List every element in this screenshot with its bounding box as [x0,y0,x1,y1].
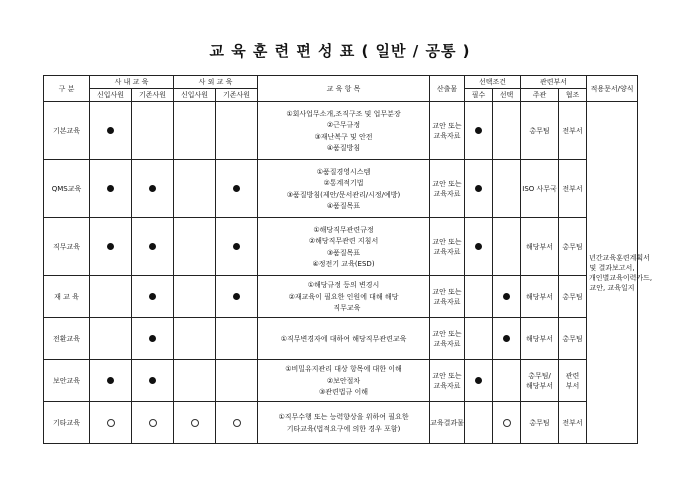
row-main-dept: 총무팀 [521,102,559,160]
mark-internal-new [90,360,132,402]
item-line: ①해당직무관련규정 [313,225,374,234]
mark-internal-existing [132,360,174,402]
item-line: ④품질방침 [326,144,361,152]
filled-circle-icon [149,243,156,250]
item-line: ①직무변경자에 대하여 해당직무관련교육 [280,334,407,343]
training-plan-table [43,75,653,444]
header-internal-existing: 기존사원 [132,89,174,102]
mark-internal-existing [132,218,174,276]
table-row [44,360,638,402]
mark-external-existing [216,402,258,444]
mark-external-existing [216,276,258,318]
empty-circle-icon [503,419,511,427]
header-external: 사 외 교 육 [174,76,258,89]
mark-internal-new [90,318,132,360]
row-coop-dept: 총무팀 [559,318,587,360]
row-coop-dept: 전부서 [559,102,587,160]
filled-circle-icon [233,293,240,300]
row-category: 전환교육 [44,318,90,360]
mark-required [465,276,493,318]
table-row [44,402,638,444]
header-dept: 관련부서 [521,76,587,89]
mark-external-existing [216,218,258,276]
filled-circle-icon [475,127,482,134]
row-docs: 년간교육훈련계획서 및 결과보고서, 개인별교육이력카드, 교안, 교육일지 [587,102,638,444]
header-output: 산출물 [430,76,465,102]
empty-circle-icon [107,419,115,427]
row-items [258,318,430,360]
filled-circle-icon [149,293,156,300]
row-output: 교안 또는 교육자료 [430,318,465,360]
row-main-dept: 총무팀 [521,402,559,444]
row-category: QMS교육 [44,160,90,218]
mark-optional [493,318,521,360]
item-line: ③관련법규 이해 [318,388,369,397]
filled-circle-icon [475,243,482,250]
row-main-dept: 총무팀/ 해당부서 [521,360,559,402]
item-line: ④정전기 교육(ESD) [312,260,375,268]
header-required: 필수 [465,89,493,102]
header-internal: 사 내 교 육 [90,76,174,89]
row-main-dept: 해당부서 [521,318,559,360]
mark-internal-new [90,218,132,276]
filled-circle-icon [475,185,482,192]
header-internal-new: 신입사원 [90,89,132,102]
row-items [258,218,430,276]
mark-optional [493,218,521,276]
item-line: 기타교육(법적요구에 의한 경우 포함) [286,424,401,433]
row-items [258,102,430,160]
row-output: 교안 또는 교육자료 [430,276,465,318]
mark-required [465,102,493,160]
table-row [44,318,638,360]
mark-internal-existing [132,318,174,360]
row-coop-dept: 관련 부서 [559,360,587,402]
header-docs: 적용문서/양식 [587,76,638,102]
row-coop-dept: 전부서 [559,160,587,218]
filled-circle-icon [107,127,114,134]
mark-internal-new [90,102,132,160]
mark-internal-existing [132,102,174,160]
header-items: 교 육 항 목 [258,76,430,102]
row-items [258,360,430,402]
mark-internal-new [90,402,132,444]
mark-external-existing [216,360,258,402]
mark-external-existing [216,318,258,360]
mark-optional [493,402,521,444]
mark-optional [493,160,521,218]
empty-circle-icon [191,419,199,427]
row-output: 교육결과물 [430,402,465,444]
mark-internal-existing [132,276,174,318]
table-body [44,102,653,444]
row-output: 교안 또는 교육자료 [430,218,465,276]
table-row [44,218,638,276]
header-external-existing: 기존사원 [216,89,258,102]
item-line: ①직무수행 또는 능력향상을 위하여 필요한 [278,413,409,421]
header-category: 구 분 [44,76,90,102]
row-output: 교안 또는 교육자료 [430,102,465,160]
mark-required [465,160,493,218]
mark-required [465,360,493,402]
filled-circle-icon [233,185,240,192]
mark-external-new [174,102,216,160]
header-optional: 선택 [493,89,521,102]
item-line: ①품질경영시스템 [316,167,371,176]
row-category: 직무교육 [44,218,90,276]
header-external-new: 신입사원 [174,89,216,102]
table-row [44,160,638,218]
item-line: ②보안절차 [326,376,361,385]
mark-external-new [174,218,216,276]
mark-required [465,402,493,444]
row-items [258,160,430,218]
item-line: ③재난복구 및 안전 [314,132,373,141]
row-category: 재 교 육 [44,276,90,318]
mark-external-existing [216,102,258,160]
mark-external-new [174,402,216,444]
row-main-dept: 해당부서 [521,218,559,276]
row-main-dept: ISO 사무국 [521,160,559,218]
row-category: 기본교육 [44,102,90,160]
header-select-cond: 선택조건 [465,76,521,89]
item-line: ①비밀유지관리 대상 항목에 대한 이해 [285,365,402,374]
row-category: 기타교육 [44,402,90,444]
mark-internal-existing [132,402,174,444]
item-line: ②근무규정 [326,121,361,129]
mark-external-existing [216,160,258,218]
row-output: 교안 또는 교육자료 [430,360,465,402]
filled-circle-icon [233,243,240,250]
filled-circle-icon [149,335,156,342]
row-category: 보안교육 [44,360,90,402]
table-row [44,102,638,160]
mark-external-new [174,360,216,402]
item-line: ④품질목표 [326,202,361,210]
item-line: ②해당직무관련 지침서 [308,237,379,245]
mark-internal-new [90,160,132,218]
row-items [258,402,430,444]
item-line: ①회사업무소개,조직구조 및 업무분장 [286,109,401,118]
filled-circle-icon [107,243,114,250]
header-main: 주관 [521,89,559,102]
mark-external-new [174,318,216,360]
mark-optional [493,276,521,318]
mark-internal-new [90,276,132,318]
filled-circle-icon [503,335,510,342]
item-line: ②재교육이 필요한 인원에 대해 해당 [288,292,399,301]
row-items [258,276,430,318]
filled-circle-icon [107,377,114,384]
row-main-dept: 해당부서 [521,276,559,318]
mark-required [465,218,493,276]
filled-circle-icon [503,293,510,300]
empty-circle-icon [233,419,241,427]
mark-external-new [174,276,216,318]
page-title: 교 육 훈 련 편 성 표 ( 일반 / 공통 ) [209,42,471,60]
filled-circle-icon [475,377,482,384]
item-line: ③품질목표 [326,248,361,257]
header-coop: 협조 [559,89,587,102]
filled-circle-icon [107,185,114,192]
item-line: ②통계적기법 [323,179,364,187]
filled-circle-icon [149,185,156,192]
item-line: 직무교육 [326,304,361,313]
mark-external-new [174,160,216,218]
mark-optional [493,102,521,160]
mark-required [465,318,493,360]
row-output: 교안 또는 교육자료 [430,160,465,218]
row-coop-dept: 전부서 [559,402,587,444]
table-row [44,276,638,318]
empty-circle-icon [149,419,157,427]
mark-internal-existing [132,160,174,218]
filled-circle-icon [149,377,156,384]
row-coop-dept: 총무팀 [559,218,587,276]
item-line: ①해당규정 등의 변경시 [307,281,380,290]
row-coop-dept: 총무팀 [559,276,587,318]
item-line: ③품질방침(제안/문서관리/시정/예방) [286,190,401,199]
mark-optional [493,360,521,402]
